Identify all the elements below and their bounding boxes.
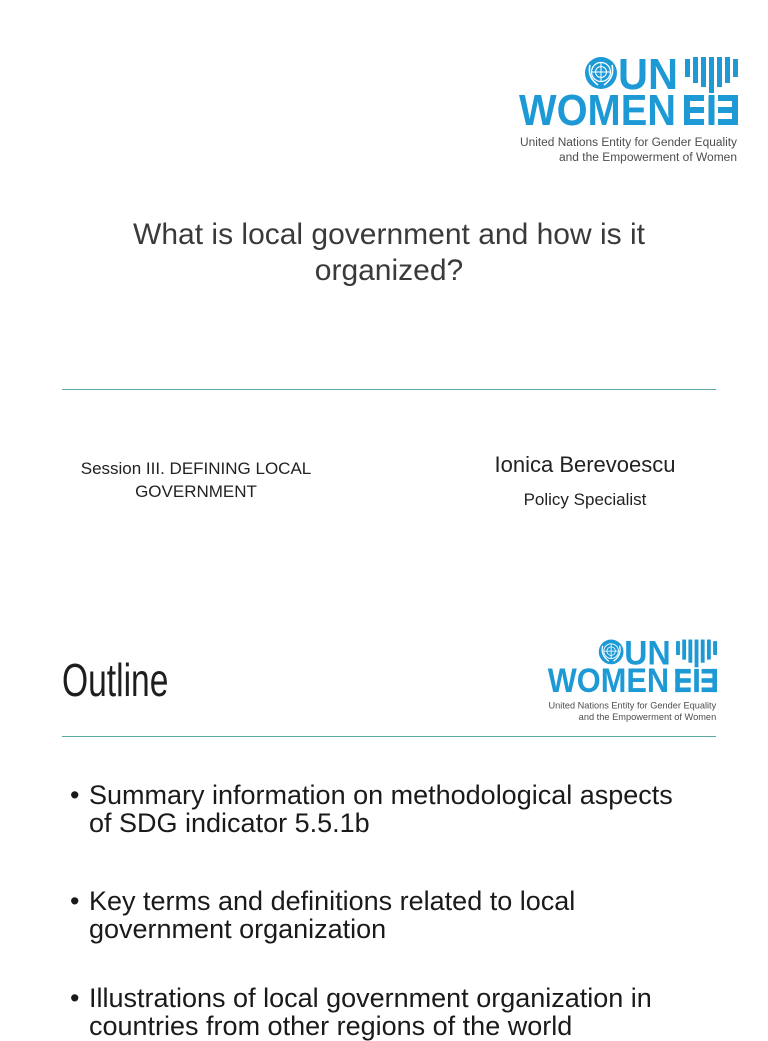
bullet-line: Summary information on methodological aspects [89,780,673,810]
bullet-marker: • [70,886,80,916]
logo-tagline-line-1: United Nations Entity for Gender Equality [520,137,738,149]
bullet-marker: • [70,780,80,810]
logo-tagline-line-2: and the Empowerment of Women [559,152,737,164]
divider-line [62,389,716,390]
logo-un-text: UN [618,50,678,99]
outline-bullet [70,887,730,943]
slide-outline [0,600,768,1041]
bullet-line: Illustrations of local government organization in [89,983,652,1013]
bullet-line: government organization [89,914,387,944]
presenter-name: Ionica Berevoescu [494,452,676,477]
bullet-line: of SDG indicator 5.5.1b [89,808,370,838]
bullet-line: countries from other regions of the world [89,1011,573,1041]
un-emblem-icon [599,640,624,665]
outline-bullet [70,984,730,1040]
logo-tagline-line-2: and the Empowerment of Women [578,711,717,722]
divider-line [62,736,716,737]
outline-title: Outline [62,654,169,706]
un-women-symbol-icon [684,57,738,125]
un-women-symbol-icon [675,640,717,693]
outline-bullet [70,781,730,837]
un-emblem-icon [585,57,617,89]
bullet-text [89,781,730,837]
bullet-marker: • [70,983,80,1013]
bullet-line: Key terms and definitions related to local [89,886,576,916]
logo-women-text: WOMEN [547,662,670,701]
session-label: Session III. DEFINING LOCAL GOVERNMENT [80,459,312,501]
bullet-text [89,887,730,943]
bullet-text [89,984,730,1040]
slide-title-text: What is local government and how is it organized? [133,218,645,287]
logo-tagline-line-1: United Nations Entity for Gender Equality [548,700,717,711]
logo-women-text: WOMEN [519,86,676,135]
un-women-logo [518,50,738,165]
logo-un-text: UN [624,634,671,673]
un-women-logo [547,634,717,723]
presenter-role: Policy Specialist [523,490,647,509]
